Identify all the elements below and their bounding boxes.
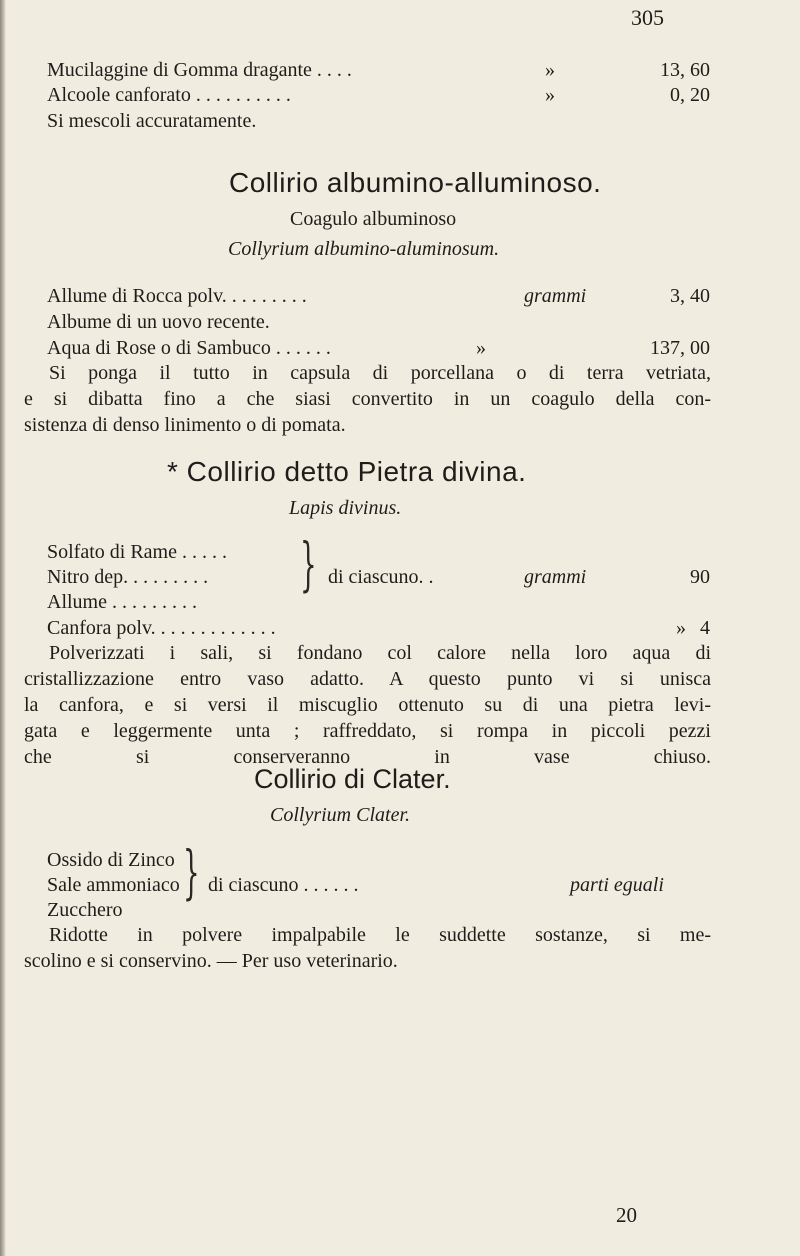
ingredient-amount: 4	[700, 617, 710, 639]
ingredient-name: Zucchero	[47, 899, 123, 921]
instruction-paragraph	[24, 360, 711, 438]
ingredient-amount: 0, 20	[670, 84, 710, 106]
page-number: 305	[631, 5, 664, 30]
instruction-paragraph	[24, 922, 711, 974]
ingredient-amount: 90	[690, 566, 710, 588]
section-title: * Collirio detto Pietra divina.	[167, 456, 527, 487]
latin-name: Lapis divinus.	[289, 497, 402, 519]
paragraph-line: scolino e si conservino. — Per uso veterinario.	[24, 950, 398, 972]
section-title: Collirio albumino-alluminoso.	[229, 167, 602, 198]
paragraph-line: la canfora, e si versi il miscuglio ottenuto su di una pietra levi-	[24, 694, 711, 716]
ingredient-name: Canfora polv. . . . . . . . . . . . .	[47, 617, 276, 639]
ingredient-name: Aqua di Rose o di Sambuco . . . . . .	[47, 337, 331, 359]
ingredient-name: Ossido di Zinco	[47, 849, 175, 871]
ditto-mark: »	[476, 337, 486, 359]
paragraph-line: cristallizzazione entro vaso adatto. A questo punto vi si unisca	[24, 668, 711, 690]
paragraph-line: e si dibatta fino a che siasi convertito in un coagulo della con-	[24, 388, 711, 410]
grouping-brace: }	[300, 530, 317, 598]
page-edge-shadow	[0, 0, 6, 1256]
section-title: Collirio di Clater.	[254, 764, 451, 794]
ingredient-name: Sale ammoniaco	[47, 874, 180, 896]
ingredient-name: Albume di un uovo recente.	[47, 311, 270, 333]
signature-mark: 20	[616, 1203, 637, 1227]
ingredient-amount: 137, 00	[650, 337, 710, 359]
ingredient-name: Allume . . . . . . . . .	[47, 591, 197, 613]
paragraph-line: gata e leggermente unta ; raffreddato, si rompa in piccoli pezzi	[24, 720, 711, 742]
instruction-text: Si mescoli accuratamente.	[47, 110, 257, 132]
ingredient-name: Solfato di Rame . . . . .	[47, 541, 227, 563]
grouping-brace: }	[183, 838, 200, 906]
ditto-mark: »	[545, 84, 555, 106]
ditto-mark: »	[545, 59, 555, 81]
unit-label: grammi	[524, 285, 587, 307]
paragraph-line: Si ponga il tutto in capsula di porcellana o di terra vetriata,	[49, 362, 711, 384]
section-subtitle: Coagulo albuminoso	[290, 208, 457, 230]
paragraph-line: Polverizzati i sali, si fondano col calore nella loro aqua di	[49, 642, 711, 664]
latin-name: Collyrium albumino-aluminosum.	[228, 238, 500, 260]
group-label: di ciascuno . . . . . .	[208, 874, 359, 896]
ingredient-name: Nitro dep. . . . . . . . .	[47, 566, 209, 588]
ditto-mark: »	[676, 617, 686, 639]
paragraph-line: Ridotte in polvere impalpabile le suddette sostanze, si me-	[49, 924, 711, 946]
ingredient-name: Alcoole canforato . . . . . . . . . .	[47, 84, 291, 106]
unit-label: grammi	[524, 566, 587, 588]
ingredient-amount: 3, 40	[670, 285, 710, 307]
latin-name: Collyrium Clater.	[270, 804, 411, 826]
group-quantity: parti eguali	[570, 874, 664, 896]
paragraph-line: che si conserveranno in vase chiuso.	[24, 746, 711, 768]
paragraph-line: sistenza di denso linimento o di pomata.	[24, 414, 346, 436]
group-label: di ciascuno. .	[328, 566, 434, 588]
ingredient-name: Mucilaggine di Gomma dragante . . . .	[47, 59, 352, 81]
ingredient-amount: 13, 60	[660, 59, 710, 81]
ingredient-name: Allume di Rocca polv. . . . . . . . .	[47, 285, 307, 307]
